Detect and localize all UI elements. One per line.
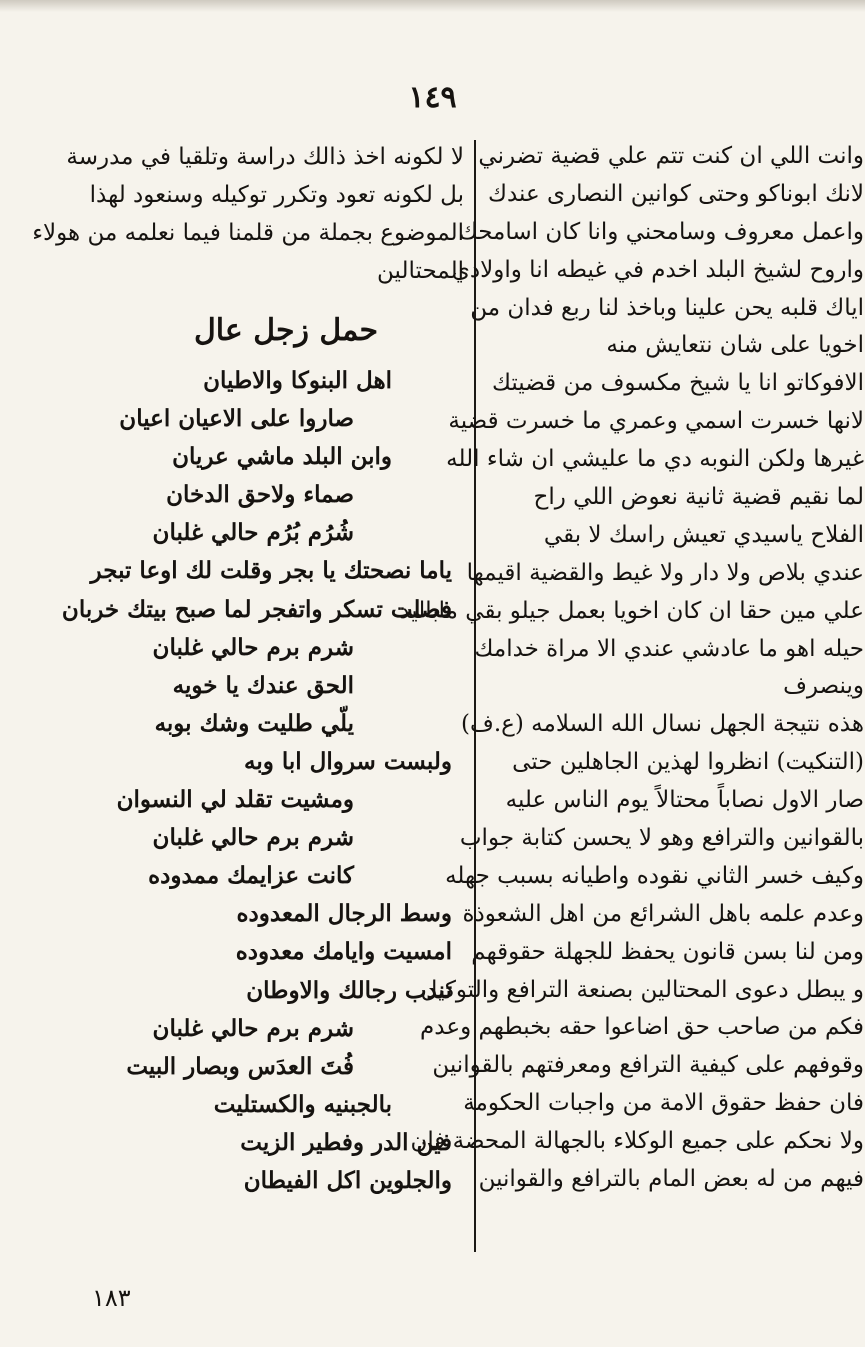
text-line: وينصرف xyxy=(783,673,864,700)
text-line: الافوكاتو انا يا شيخ مكسوف من قضيتك xyxy=(491,370,864,397)
poem-line: وسط الرجال المعدوده xyxy=(236,900,452,928)
poem-line: اهل البنوكا والاطيان xyxy=(203,367,392,394)
poem-line: صماء ولاحق الدخان xyxy=(166,481,354,509)
poem-line: ياما نصحتك يا بجر وقلت لك اوعا تبجر xyxy=(90,557,452,585)
text-line: حيله اهو ما عادشي عندي الا مراة خدامك xyxy=(474,635,864,662)
poem-line: شرم برم حالي غلبان xyxy=(152,1014,354,1042)
poem-line: شرم برم حالي غلبان xyxy=(152,824,354,852)
poem-line: والجلوين اكل الفيطان xyxy=(243,1166,452,1194)
poem-title: حمل زجل عال xyxy=(193,313,379,348)
text-line: فكم من صاحب حق اضاعوا حقه بخبطهم وعدم xyxy=(420,1014,864,1041)
text-line: بل لكونه تعود وتكرر توكيله وسنعود لهذا xyxy=(89,182,464,208)
right-column xyxy=(399,138,864,1199)
left-column xyxy=(32,138,464,1200)
text-line: واروح لشيخ البلد اخدم في غيطه انا واولادي xyxy=(451,256,864,283)
text-line: و يبطل دعوى المحتالين بصنعة الترافع والتوكيل xyxy=(420,976,864,1003)
text-line: وقوفهم على كيفية الترافع ومعرفتهم بالقوانين xyxy=(432,1052,864,1079)
poem-line: وابن البلد ماشي عريان xyxy=(172,443,392,471)
text-line: اخويا على شان نتعايش منه xyxy=(606,332,864,359)
poem-line: شرم برم حالي غلبان xyxy=(152,633,354,661)
text-line: لا لكونه اخذ ذالك دراسة وتلقيا في مدرسة xyxy=(66,144,464,170)
text-line: فان حفظ حقوق الامة من واجبات الحكومة xyxy=(463,1090,864,1117)
text-line: وعدم علمه باهل الشرائع من اهل الشعوذة xyxy=(462,900,864,927)
poem-line: شُرُم بُرُم حالي غلبان xyxy=(152,519,354,547)
poem-line: فين الدر وفطير الزيت xyxy=(240,1128,452,1156)
text-line: وانت اللي ان كنت تتم علي قضية تضرني xyxy=(478,143,864,169)
text-line: الفلاح ياسيدي تعيش راسك لا بقي xyxy=(543,521,864,548)
text-line: عندي بلاص ولا دار ولا غيط والقضية اقيمها xyxy=(466,559,864,586)
poem-line: صاروا على الاعيان اعيان xyxy=(119,405,354,433)
text-line: صار الاول نصاباً محتالاً يوم الناس عليه xyxy=(505,787,864,814)
text-line: لانها خسرت اسمي وعمري ما خسرت قضية xyxy=(448,408,864,435)
text-line: ولا نحكم على جميع الوكلاء بالجهالة المحضة فان xyxy=(410,1128,864,1155)
text-line: بالقوانين والترافع وهو لا يحسن كتابة جواب xyxy=(459,825,864,852)
text-line: ومن لنا بسن قانون يحفظ للجهلة حقوقهم xyxy=(471,938,864,965)
page-number: ١٤٩ xyxy=(408,80,457,115)
left-column-intro xyxy=(32,138,464,290)
poem-line: امسيت وايامك معدوده xyxy=(235,938,452,966)
text-line: (التنكيت) انظروا لهذين الجاهلين حتى xyxy=(512,749,864,776)
text-line: المحتالين xyxy=(377,258,464,284)
text-line: غيرها ولكن النوبه دي ما عليشي ان شاء الله xyxy=(446,446,864,473)
poem-line: فصلت تسكر واتفجر لما صبح بيتك خربان xyxy=(61,595,452,623)
page-top-edge xyxy=(0,0,865,12)
text-line: لما نقيم قضية ثانية نعوض اللي راح xyxy=(533,484,864,511)
poem-line: الحق عندك يا خويه xyxy=(172,671,354,699)
text-line: هذه نتيجة الجهل نسال الله السلامه (ع.ف) xyxy=(461,711,864,738)
text-line: واعمل معروف وسامحني وانا كان اسامحك xyxy=(458,218,864,245)
text-line: فيهم من له بعض المام بالترافع والقوانين xyxy=(478,1166,864,1193)
text-line: لانك ابوناكو وحتى كوانين النصارى عندك xyxy=(488,180,864,207)
poem-line: يلّي طليت وشك بوبه xyxy=(154,709,354,737)
poem-line: فُتَ العدَس وبصار البيت xyxy=(126,1052,354,1080)
text-line: الموضوع بجملة من قلمنا فيما نعلمه من هولاء xyxy=(32,220,464,246)
poem-line: بالجبنيه والكستليت xyxy=(213,1090,392,1118)
poem-line: ومشيت تقلد لي النسوان xyxy=(116,786,354,814)
text-line: علي مين حقا ان كان اخويا بعمل جيلو بقي ماباليد xyxy=(399,597,864,624)
poem xyxy=(61,362,464,1200)
poem-line: تندب رجالك والاوطان xyxy=(246,976,452,1004)
poem-line: ولبست سروال ابا وبه xyxy=(244,747,452,775)
footer-page-number: ١٨٣ xyxy=(92,1284,131,1312)
text-line: وكيف خسر الثاني نقوده واطيانه بسبب جهله xyxy=(445,862,864,889)
poem-line: كانت عزايمك ممدوده xyxy=(148,862,354,890)
text-line: اياك قلبه يحن علينا وباخذ لنا ربع فدان من xyxy=(470,294,864,321)
